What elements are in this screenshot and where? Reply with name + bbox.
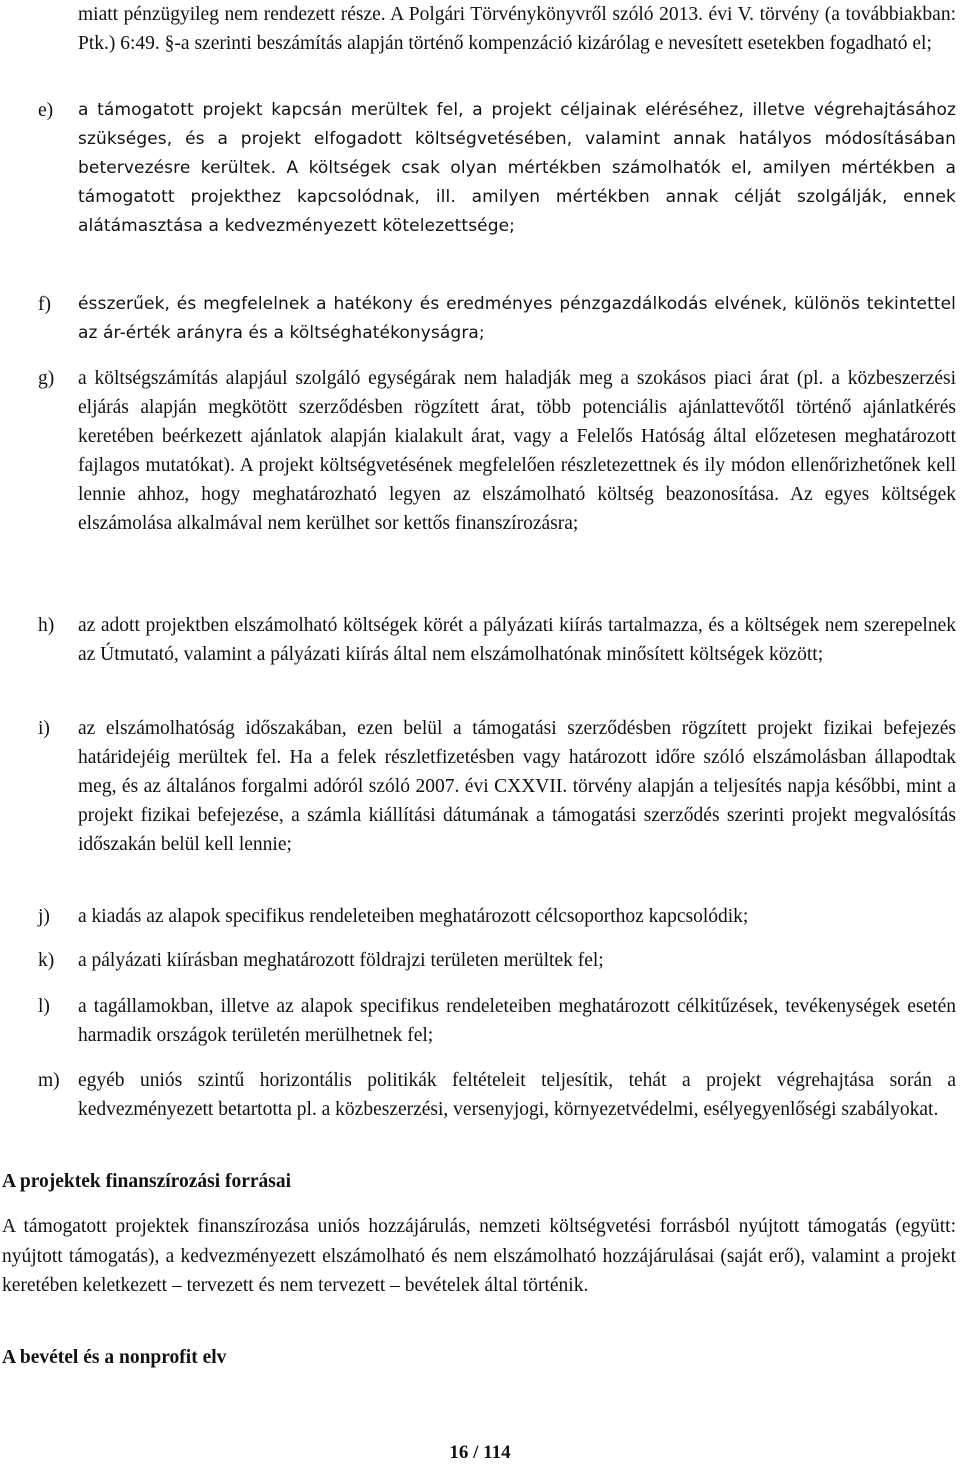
page-number: 16 / 114	[449, 1442, 511, 1463]
list-item-text: a támogatott projekt kapcsán merültek fel, a projekt céljainak eléréséhez, illetve végrehajtásához szükséges, és a projekt elfogadott költségvetésében, valamint annak hatályos módosításában betervezésre kerültek. A költségek csak olyan mértékben számolhatók el, amilyen mértékben a támogatott projekthez kapcsolódnak, ill. amilyen mértékben annak célját szolgálják, ennek alátámasztása a kedvezményezett kötelezettsége;	[78, 100, 956, 236]
list-item-label: h)	[38, 615, 55, 636]
section-heading-financing: A projektek finanszírozási forrásai	[2, 1171, 292, 1192]
list-item-text: a költségszámítás alapjául szolgáló egységárak nem haladják meg a szokásos piaci árat (pl. a közbeszerzési eljárás alapján megkötött szerződésben rögzített árat, több potenciális ajánlattevőtől történő ajánlatkérés keretében beérkezett ajánlatok alapján kialakult árat, vagy a Felelős Hatóság által előzetesen meghatározott fajlagos mutatókat). A projekt költségvetésének megfelelően részletezettnek és ily módon ellenőrizhetőnek kell lennie ahhoz, hogy meghatározható legyen az elszámolható költség beazonosítása. Az egyes költségek elszámolása alkalmával nem kerülhet sor kettős finanszírozásra;	[78, 368, 956, 534]
financing-paragraph: A támogatott projektek finanszírozása uniós hozzájárulás, nemzeti költségvetési forrásból nyújtott támogatás (együtt: nyújtott támogatás), a kedvezményezett elszámolható és nem elszámolható hozzájárulásai (saját erő), valamint a projekt keretében keletkezett – tervezett és nem tervezett – bevételek által történik.	[2, 1216, 956, 1296]
list-item-label: m)	[38, 1070, 60, 1091]
list-item-label: f)	[38, 294, 51, 315]
list-item-text: ésszerűek, és megfelelnek a hatékony és eredményes pénzgazdálkodás elvének, különös tekintettel az ár-érték arányra és a költséghatékonyságra;	[78, 294, 956, 343]
list-item-label: i)	[38, 718, 50, 739]
list-item-label: l)	[38, 996, 50, 1017]
section-heading-revenue: A bevétel és a nonprofit elv	[2, 1347, 227, 1368]
list-item-text: a tagállamokban, illetve az alapok specifikus rendeleteiben meghatározott célkitűzések, tevékenységek esetén harmadik országok területén merülhetnek fel;	[78, 996, 956, 1046]
list-item-label: g)	[38, 368, 55, 389]
list-item-text: az adott projektben elszámolható költségek körét a pályázati kiírás tartalmazza, és a költségek nem szerepelnek az Útmutató, valamint a pályázati kiírás által nem elszámolhatónak minősített költségek között;	[78, 615, 956, 665]
list-item-text: az elszámolhatóság időszakában, ezen belül a támogatási szerződésben rögzített projekt fizikai befejezés határidejéig merültek fel. Ha a felek részletfizetésben vagy határozott időre szóló elszámolásban állapodtak meg, és az általános forgalmi adóról szóló 2007. évi CXXVII. törvény alapján a teljesítés napja későbbi, mint a projekt fizikai befejezése, a számla kiállítási dátumának a támogatási szerződés szerinti projekt megvalósítás időszakán belül kell lennie;	[78, 718, 956, 855]
list-item-label: k)	[38, 950, 55, 971]
list-item-text: a pályázati kiírásban meghatározott földrajzi területen merültek fel;	[78, 950, 604, 971]
list-item-label: j)	[38, 906, 50, 927]
list-item-label: e)	[38, 100, 54, 121]
intro-paragraph: miatt pénzügyileg nem rendezett része. A Polgári Törvénykönyvről szóló 2013. évi V. törvény (a továbbiakban: Ptk.) 6:49. §-a szerinti beszámítás alapján történő kompenzáció kizárólag e nevesített esetekben fogadható el;	[78, 4, 956, 54]
list-item-text: a kiadás az alapok specifikus rendeleteiben meghatározott célcsoporthoz kapcsolódik;	[78, 906, 749, 927]
list-item-text: egyéb uniós szintű horizontális politikák feltételeit teljesítik, tehát a projekt végrehajtása során a kedvezményezett betartotta pl. a közbeszerzési, versenyjogi, környezetvédelmi, esélyegyenlőségi szabályokat.	[78, 1070, 956, 1120]
